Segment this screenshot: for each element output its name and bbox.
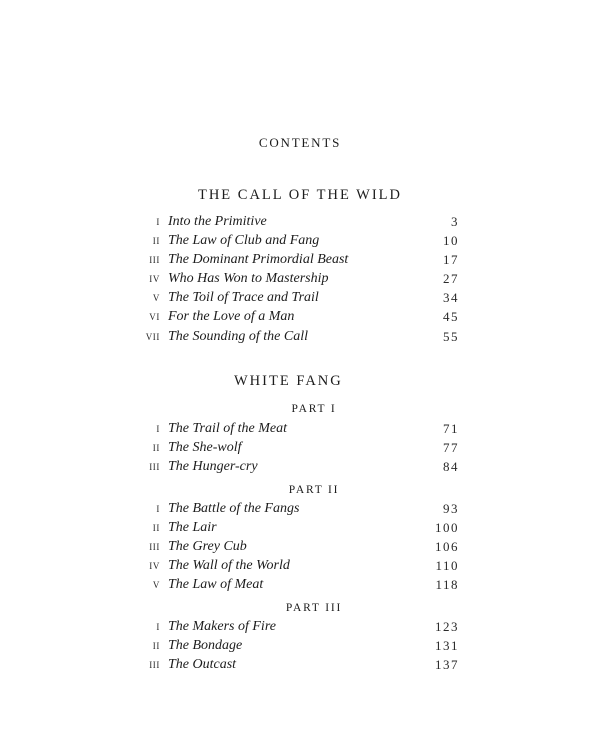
page-number: 3 bbox=[451, 214, 459, 229]
toc-entry[interactable] bbox=[0, 575, 600, 594]
book-title-white-fang: WHITE FANG bbox=[234, 373, 343, 389]
chapter-number: I bbox=[156, 622, 160, 632]
chapter-title: Into the Primitive bbox=[168, 214, 267, 229]
toc-entry[interactable] bbox=[0, 212, 600, 231]
page-number: 93 bbox=[443, 501, 459, 516]
toc-entry[interactable] bbox=[0, 617, 600, 636]
chapter-number: IV bbox=[149, 561, 160, 571]
chapter-title: The She-wolf bbox=[168, 440, 242, 455]
page-number: 106 bbox=[435, 539, 459, 554]
page-number: 10 bbox=[443, 233, 459, 248]
toc-entry[interactable] bbox=[0, 457, 600, 476]
toc-entry[interactable] bbox=[0, 438, 600, 457]
chapter-number: III bbox=[149, 660, 160, 670]
chapter-title: The Battle of the Fangs bbox=[168, 501, 300, 516]
page-number: 137 bbox=[435, 657, 459, 672]
chapter-number: III bbox=[149, 462, 160, 472]
toc-entry[interactable] bbox=[0, 269, 600, 288]
book-title-call-of-the-wild: THE CALL OF THE WILD bbox=[197, 187, 403, 203]
toc-entry[interactable] bbox=[0, 636, 600, 655]
chapter-number: I bbox=[156, 504, 160, 514]
chapter-number: II bbox=[152, 443, 160, 453]
chapter-title: For the Love of a Man bbox=[168, 309, 295, 324]
page-number: 118 bbox=[435, 577, 459, 592]
toc-entry[interactable] bbox=[0, 655, 600, 674]
chapter-number: III bbox=[149, 542, 160, 552]
part-heading: PART II bbox=[288, 484, 340, 496]
chapter-title: The Law of Meat bbox=[168, 577, 264, 592]
chapter-title: The Hunger-cry bbox=[168, 459, 258, 474]
chapter-title: The Makers of Fire bbox=[168, 619, 276, 634]
chapter-number: II bbox=[152, 523, 160, 533]
chapter-title: The Law of Club and Fang bbox=[168, 233, 320, 248]
part-heading: PART I bbox=[291, 403, 337, 415]
toc-entry[interactable] bbox=[0, 518, 600, 537]
chapter-title: Who Has Won to Mastership bbox=[168, 271, 329, 286]
chapter-title: The Dominant Primordial Beast bbox=[168, 252, 349, 267]
page-number: 110 bbox=[435, 558, 459, 573]
chapter-title: The Outcast bbox=[168, 657, 237, 672]
chapter-number: III bbox=[149, 255, 160, 265]
toc-entry[interactable] bbox=[0, 499, 600, 518]
toc-entry[interactable] bbox=[0, 327, 600, 346]
chapter-title: The Grey Cub bbox=[168, 539, 247, 554]
page-number: 45 bbox=[443, 309, 459, 324]
chapter-title: The Lair bbox=[168, 520, 217, 535]
chapter-number: V bbox=[152, 580, 160, 590]
page-number: 71 bbox=[443, 421, 459, 436]
page-number: 34 bbox=[443, 290, 459, 305]
page-number: 77 bbox=[443, 440, 459, 455]
contents-heading: CONTENTS bbox=[258, 135, 342, 150]
page-number: 84 bbox=[443, 459, 459, 474]
toc-entry[interactable] bbox=[0, 537, 600, 556]
chapter-number: VI bbox=[149, 312, 160, 322]
chapter-number: II bbox=[152, 641, 160, 651]
page-number: 123 bbox=[435, 619, 459, 634]
chapter-number: I bbox=[156, 217, 160, 227]
chapter-title: The Trail of the Meat bbox=[168, 421, 287, 436]
chapter-title: The Sounding of the Call bbox=[168, 329, 308, 344]
toc-entry[interactable] bbox=[0, 250, 600, 269]
chapter-title: The Toil of Trace and Trail bbox=[168, 290, 319, 305]
chapter-title: The Wall of the World bbox=[168, 558, 290, 573]
page-number: 100 bbox=[435, 520, 459, 535]
toc-entry[interactable] bbox=[0, 288, 600, 307]
chapter-number: I bbox=[156, 424, 160, 434]
chapter-number: V bbox=[152, 293, 160, 303]
page-number: 131 bbox=[435, 638, 459, 653]
page-number: 17 bbox=[443, 252, 459, 267]
toc-entry[interactable] bbox=[0, 231, 600, 250]
page-number: 27 bbox=[443, 271, 459, 286]
toc-entry[interactable] bbox=[0, 419, 600, 438]
toc-entry[interactable] bbox=[0, 307, 600, 326]
page-number: 55 bbox=[443, 329, 459, 344]
part-heading: PART III bbox=[285, 602, 343, 614]
chapter-number: IV bbox=[149, 274, 160, 284]
toc-entry[interactable] bbox=[0, 556, 600, 575]
chapter-number: VII bbox=[145, 332, 160, 342]
chapter-number: II bbox=[152, 236, 160, 246]
chapter-title: The Bondage bbox=[168, 638, 243, 653]
